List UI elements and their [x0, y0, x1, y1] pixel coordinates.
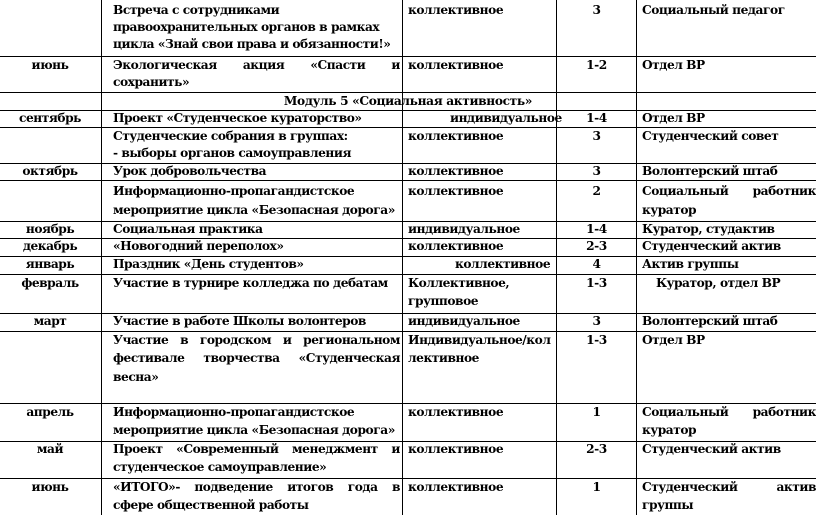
event-line: сохранить» [113, 75, 190, 89]
event-line: правоохранительных органов в рамках [113, 20, 380, 34]
course-cell: 4 [592, 257, 601, 271]
responsible-cell: группы [642, 498, 694, 512]
event-line: Информационно-пропагандистское [113, 184, 355, 198]
event-line: «Новогодний переполох» [113, 239, 284, 253]
form-cell: индивидуальное [408, 314, 520, 328]
event-line: мероприятие цикла «Безопасная дорога» [113, 203, 395, 217]
form-cell: коллективное [408, 58, 504, 72]
responsible-cell: Волонтерский штаб [642, 314, 778, 328]
form-cell: коллективное [455, 257, 551, 271]
event-line: Встреча с сотрудниками [113, 3, 280, 17]
form-cell: индивидуальное [408, 222, 520, 236]
event-line: Праздник «День студентов» [113, 257, 304, 271]
event-line: Проект «Современный менеджмент и [113, 442, 400, 456]
course-cell: 2-3 [586, 442, 607, 456]
event-line: фестивале творчества «Студенческая [113, 351, 400, 365]
event-line: Участие в турнире колледжа по дебатам [113, 276, 388, 290]
responsible-cell: Куратор, студактив [642, 222, 775, 236]
responsible-cell: куратор [642, 203, 697, 217]
course-cell: 1 [592, 480, 601, 494]
responsible-cell: Социальный работник [642, 405, 816, 419]
form-cell: лективное [408, 351, 479, 365]
event-line: Участие в городском и региональном [113, 333, 400, 347]
responsible-cell: Социальный педагог [642, 3, 785, 17]
month-cell: январь [25, 257, 75, 271]
responsible-cell: Куратор, отдел ВР [656, 276, 781, 290]
grid-line [636, 0, 637, 515]
event-line: цикла «Знай свои права и обязанности!» [113, 37, 391, 51]
month-cell: май [36, 442, 64, 456]
module-title: Модуль 5 «Социальная активность» [283, 94, 533, 108]
responsible-cell: Актив группы [642, 257, 739, 271]
event-line: весна» [113, 370, 159, 384]
event-line: студенческое самоуправление» [113, 460, 327, 474]
course-cell: 1-3 [586, 276, 607, 290]
responsible-cell: Студенческий совет [642, 129, 779, 143]
responsible-cell: Отдел ВР [642, 111, 705, 125]
course-cell: 3 [592, 164, 601, 178]
course-cell: 1-4 [586, 222, 607, 236]
month-cell: октябрь [22, 164, 78, 178]
course-cell: 3 [592, 314, 601, 328]
form-cell: коллективное [408, 405, 504, 419]
course-cell: 2 [592, 184, 601, 198]
responsible-cell: Студенческий актив [642, 239, 781, 253]
responsible-cell: Социальный работник [642, 184, 816, 198]
responsible-cell: Волонтерский штаб [642, 164, 778, 178]
event-line: сфере общественной работы [113, 498, 309, 512]
grid-line [101, 0, 102, 515]
month-cell: апрель [26, 405, 74, 419]
month-cell: июнь [31, 58, 69, 72]
course-cell: 1-4 [586, 111, 607, 125]
event-line: «ИТОГО»- подведение итогов года в [113, 480, 400, 494]
responsible-cell: Отдел ВР [642, 333, 705, 347]
grid-line [402, 0, 403, 515]
event-line: мероприятие цикла «Безопасная дорога» [113, 423, 395, 437]
form-cell: коллективное [408, 442, 504, 456]
event-line: Информационно-пропагандистское [113, 405, 355, 419]
form-cell: коллективное [408, 184, 504, 198]
form-cell: индивидуальное [450, 111, 562, 125]
event-line: Студенческие собрания в группах: [113, 129, 348, 143]
course-cell: 1-3 [586, 333, 607, 347]
form-cell: Индивидуальное/кол [408, 333, 551, 347]
form-cell: Коллективное, [408, 276, 510, 290]
event-line: - выборы органов самоуправления [113, 146, 352, 160]
month-cell: июнь [31, 480, 69, 494]
event-line: Экологическая акция «Спасти и [113, 58, 400, 72]
month-cell: декабрь [22, 239, 78, 253]
form-cell: коллективное [408, 239, 504, 253]
month-cell: ноябрь [25, 222, 75, 236]
responsible-cell: куратор [642, 423, 697, 437]
course-cell: 2-3 [586, 239, 607, 253]
responsible-cell: Студенческий актив [642, 480, 816, 494]
course-cell: 1-2 [586, 58, 607, 72]
form-cell: групповое [408, 294, 479, 308]
event-line: Социальная практика [113, 222, 263, 236]
event-line: Участие в работе Школы волонтеров [113, 314, 366, 328]
event-line: Проект «Студенческое кураторство» [113, 111, 362, 125]
course-cell: 3 [592, 129, 601, 143]
event-line: Урок добровольчества [113, 164, 267, 178]
course-cell: 1 [592, 405, 601, 419]
responsible-cell: Отдел ВР [642, 58, 705, 72]
form-cell: коллективное [408, 3, 504, 17]
form-cell: коллективное [408, 164, 504, 178]
form-cell: коллективное [408, 129, 504, 143]
form-cell: коллективное [408, 480, 504, 494]
responsible-cell: Студенческий актив [642, 442, 781, 456]
month-cell: март [33, 314, 67, 328]
month-cell: февраль [21, 276, 79, 290]
month-cell: сентябрь [19, 111, 81, 125]
course-cell: 3 [592, 3, 601, 17]
